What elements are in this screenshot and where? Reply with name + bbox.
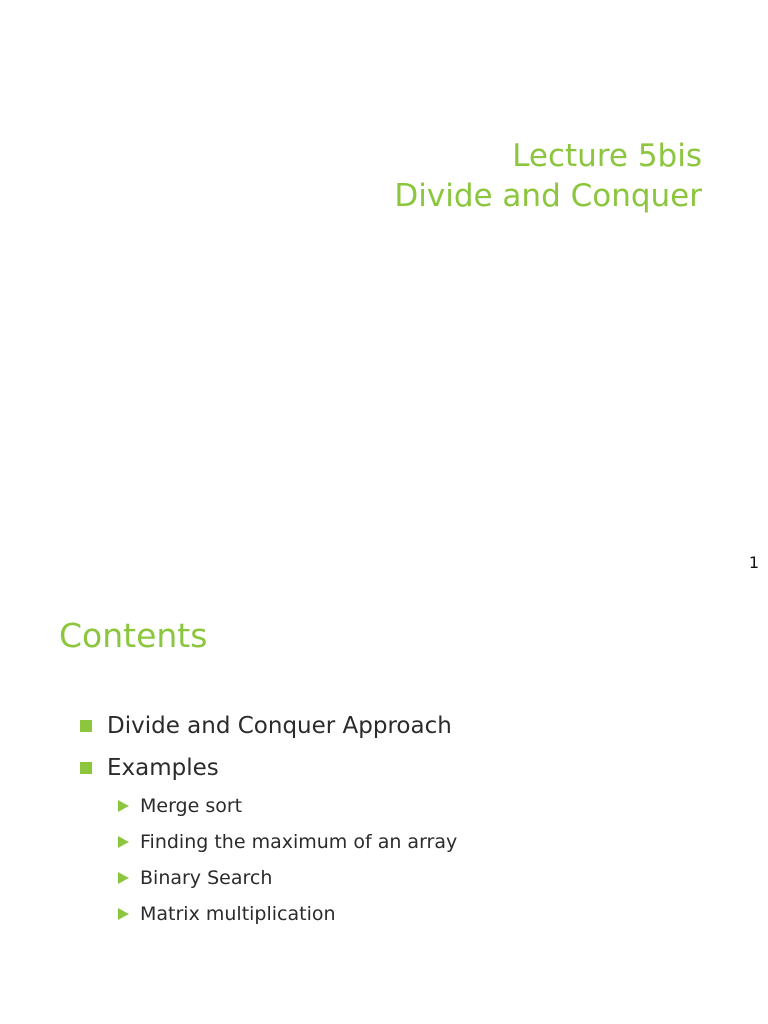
sub-bullet-text: Finding the maximum of an array (140, 831, 458, 853)
sub-bullet-text: Merge sort (140, 795, 243, 817)
triangle-bullet-icon (118, 800, 129, 812)
square-bullet-icon (80, 762, 92, 774)
sub-bullet-item (118, 902, 457, 938)
lecture-topic: Divide and Conquer (394, 178, 702, 214)
page-number: 1 (748, 553, 759, 572)
sub-bullet-text: Binary Search (140, 867, 273, 889)
sub-bullet-list (118, 794, 457, 938)
bullet-text: Divide and Conquer Approach (107, 713, 452, 739)
triangle-bullet-icon (118, 872, 129, 884)
sub-bullet-item (118, 866, 457, 902)
contents-slide (0, 576, 768, 1024)
sub-bullet-item (118, 830, 457, 866)
triangle-bullet-icon (118, 836, 129, 848)
bullet-text: Examples (107, 755, 219, 781)
sub-bullet-item (118, 794, 457, 830)
bullet-list (80, 710, 452, 794)
contents-heading: Contents (59, 616, 208, 655)
square-bullet-icon (80, 720, 92, 732)
triangle-bullet-icon (118, 908, 129, 920)
sub-bullet-text: Matrix multiplication (140, 903, 336, 925)
bullet-item (80, 710, 452, 752)
lecture-title (394, 136, 702, 216)
lecture-number: Lecture 5bis (512, 138, 702, 174)
bullet-item (80, 752, 452, 794)
